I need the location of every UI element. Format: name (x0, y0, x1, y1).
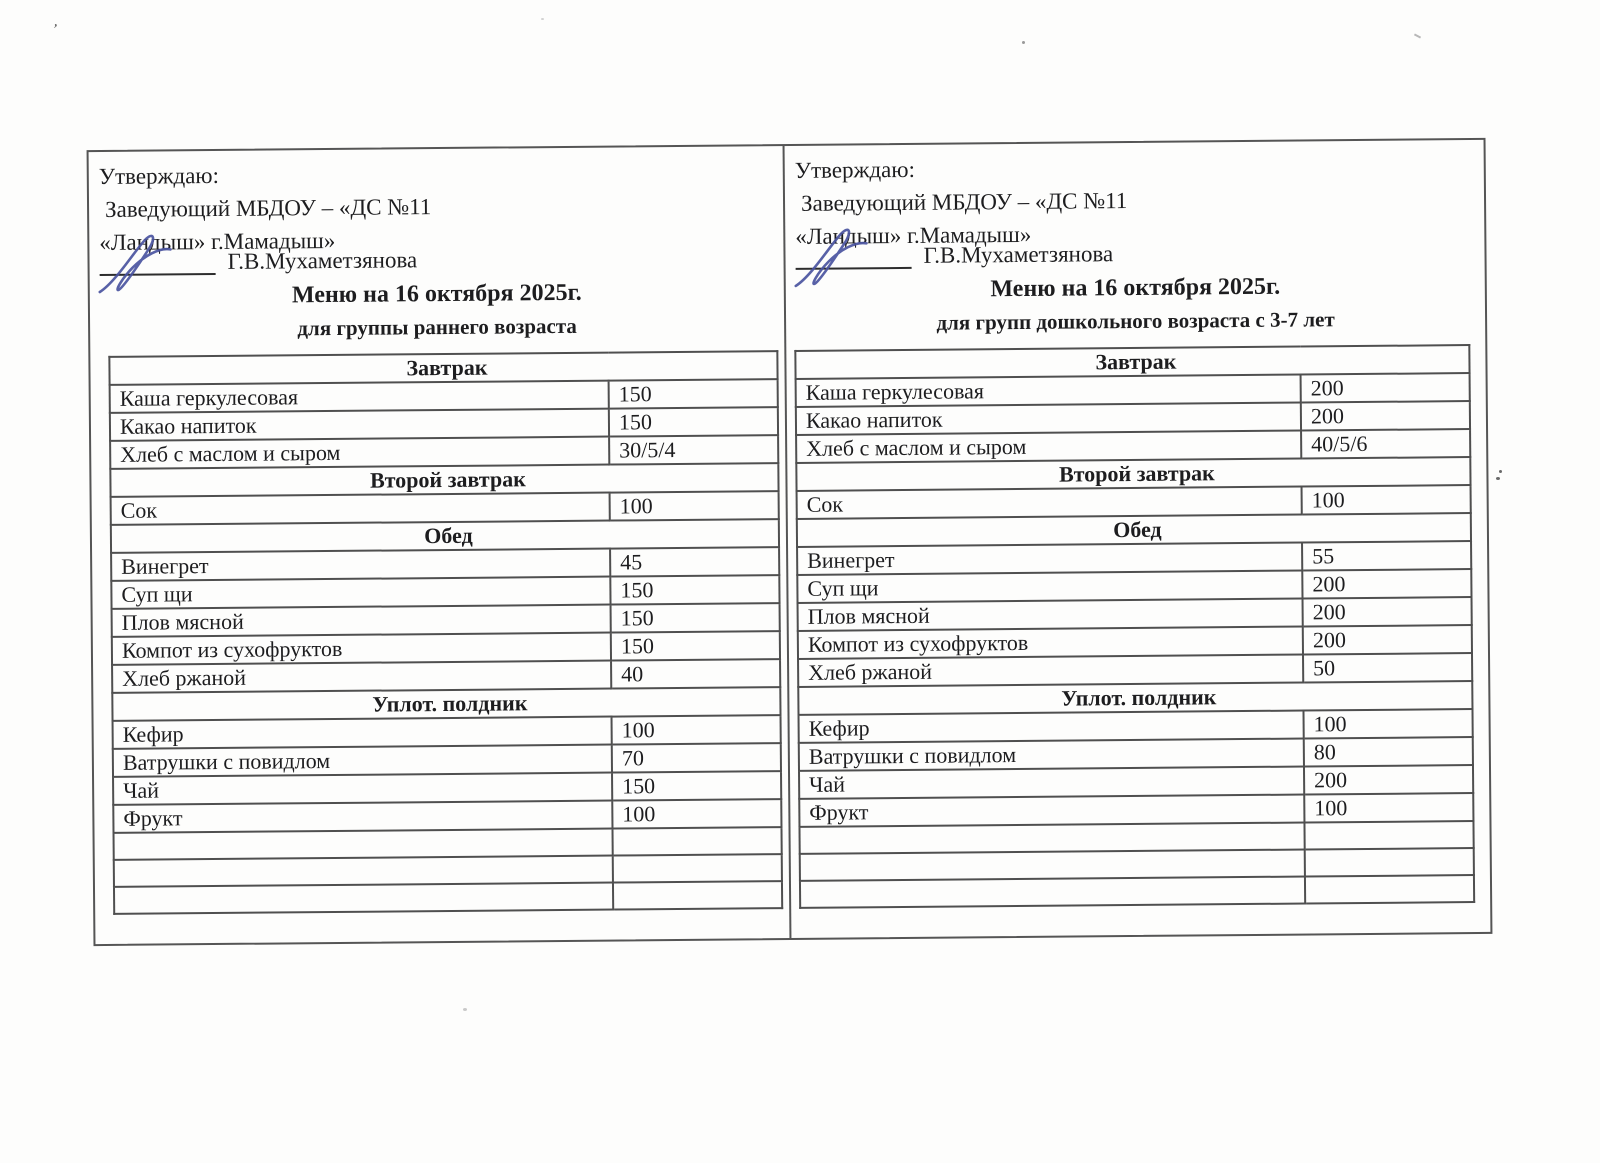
signer-name: Г.В.Мухаметзянова (923, 241, 1114, 268)
section-label: Завтрак (109, 351, 777, 385)
dish-name: Ватрушки с повидлом (799, 739, 1304, 771)
scanned-sheet (87, 138, 1493, 946)
signature-line (795, 241, 911, 270)
dish-name: Хлеб ржаной (798, 655, 1303, 687)
signature-row (795, 239, 1113, 274)
approval-line: Утверждаю: (794, 156, 916, 183)
dish-qty: 100 (1304, 793, 1473, 822)
dish-qty: 40/5/6 (1301, 429, 1470, 458)
dish-name (114, 883, 613, 914)
signature-line (99, 247, 215, 276)
dish-qty: 200 (1301, 373, 1470, 402)
menu-subtitle: для группы раннего возраста (297, 313, 577, 341)
dish-qty: 40 (611, 659, 780, 688)
menu-title: Меню на 16 октября 2025г. (990, 273, 1281, 303)
dish-name: Чай (113, 773, 612, 805)
dish-qty: 50 (1303, 653, 1472, 682)
dish-name: Компот из сухофруктов (112, 633, 611, 665)
scan-speck (1499, 470, 1502, 473)
section-label: Уплот. полдник (798, 681, 1472, 715)
dish-qty: 100 (612, 799, 781, 828)
dish-qty: 150 (609, 407, 778, 436)
dish-qty (613, 881, 782, 909)
dish-qty: 100 (1303, 709, 1472, 738)
dish-qty: 30/5/4 (609, 435, 778, 464)
dish-qty: 200 (1303, 597, 1472, 626)
dish-qty (1305, 875, 1474, 903)
signature-row (99, 245, 417, 280)
scan-speck (1414, 33, 1421, 38)
menu-panel-preschool (783, 140, 1491, 938)
dish-name: Хлеб с маслом и сыром (110, 437, 609, 469)
approval-line: Заведующий МБДОУ – «ДС №11 (800, 188, 1128, 216)
dish-qty (613, 854, 782, 882)
dish-qty: 200 (1301, 401, 1470, 430)
section-label: Второй завтрак (796, 457, 1470, 491)
dish-qty: 150 (611, 631, 780, 660)
dish-qty: 80 (1304, 737, 1473, 766)
dish-qty: 100 (610, 491, 779, 520)
dish-name: Плов мясной (798, 599, 1303, 631)
menu-row (800, 875, 1474, 908)
dish-qty: 70 (612, 743, 781, 772)
dish-qty: 150 (611, 603, 780, 632)
dish-name: Винегрет (797, 543, 1302, 575)
menu-subtitle: для групп дошкольного возраста с 3-7 лет (936, 307, 1335, 335)
dish-name: Компот из сухофруктов (798, 627, 1303, 659)
section-label: Уплот. полдник (112, 687, 780, 721)
approval-line: «Ландыш» г.Мамадыш» (99, 227, 336, 256)
dish-qty (612, 827, 781, 855)
dish-qty: 200 (1303, 625, 1472, 654)
dish-qty: 150 (609, 379, 778, 408)
dish-name: Какао напиток (110, 409, 609, 441)
dish-name: Чай (799, 767, 1304, 799)
dish-qty (1304, 821, 1473, 849)
menu-row (114, 881, 782, 914)
dish-name: Какао напиток (796, 403, 1301, 435)
dish-name: Каша геркулесовая (796, 375, 1301, 407)
dish-qty: 55 (1302, 541, 1471, 570)
dish-qty: 150 (612, 771, 781, 800)
menu-panel-early-age (89, 146, 790, 944)
dish-name: Кефир (113, 717, 612, 749)
section-label: Завтрак (795, 345, 1469, 379)
approval-line: «Ландыш» г.Мамадыш» (795, 221, 1032, 249)
dish-name: Фрукт (113, 801, 612, 833)
dish-name: Винегрет (111, 549, 610, 581)
signer-name: Г.В.Мухаметзянова (227, 247, 418, 274)
scan-speck (541, 18, 544, 20)
approval-line: Заведующий МБДОУ – «ДС №11 (104, 194, 432, 222)
dish-name: Каша геркулесовая (110, 381, 609, 413)
dish-qty: 150 (610, 575, 779, 604)
approval-block (99, 157, 432, 259)
menu-table-preschool (794, 344, 1475, 909)
dish-name: Ватрушки с повидлом (113, 745, 612, 777)
scan-speck: ’ (50, 21, 59, 39)
dish-qty: 200 (1304, 765, 1473, 794)
menu-table-early-age (108, 350, 783, 915)
dish-name: Суп щи (111, 577, 610, 609)
section-label: Обед (797, 513, 1471, 547)
dish-name: Фрукт (799, 795, 1304, 827)
scan-speck (1022, 41, 1025, 44)
dish-name (800, 877, 1305, 908)
scan-speck (463, 1008, 467, 1011)
dish-qty: 100 (612, 715, 781, 744)
dish-name: Сок (797, 487, 1302, 519)
menu-title: Меню на 16 октября 2025г. (291, 279, 582, 309)
dish-name: Суп щи (797, 571, 1302, 603)
approval-block (795, 151, 1128, 253)
dish-qty: 200 (1302, 569, 1471, 598)
dish-name: Сок (111, 493, 610, 525)
scan-speck (1496, 477, 1500, 480)
dish-name: Хлеб с маслом и сыром (796, 431, 1301, 463)
dish-qty: 100 (1302, 485, 1471, 514)
approval-line: Утверждаю: (98, 162, 220, 190)
section-label: Второй завтрак (110, 463, 778, 497)
section-label: Обед (111, 519, 779, 553)
dish-qty: 45 (610, 547, 779, 576)
dish-name: Кефир (799, 711, 1304, 743)
dish-qty (1305, 848, 1474, 876)
dish-name: Хлеб ржаной (112, 661, 611, 693)
dish-name: Плов мясной (112, 605, 611, 637)
